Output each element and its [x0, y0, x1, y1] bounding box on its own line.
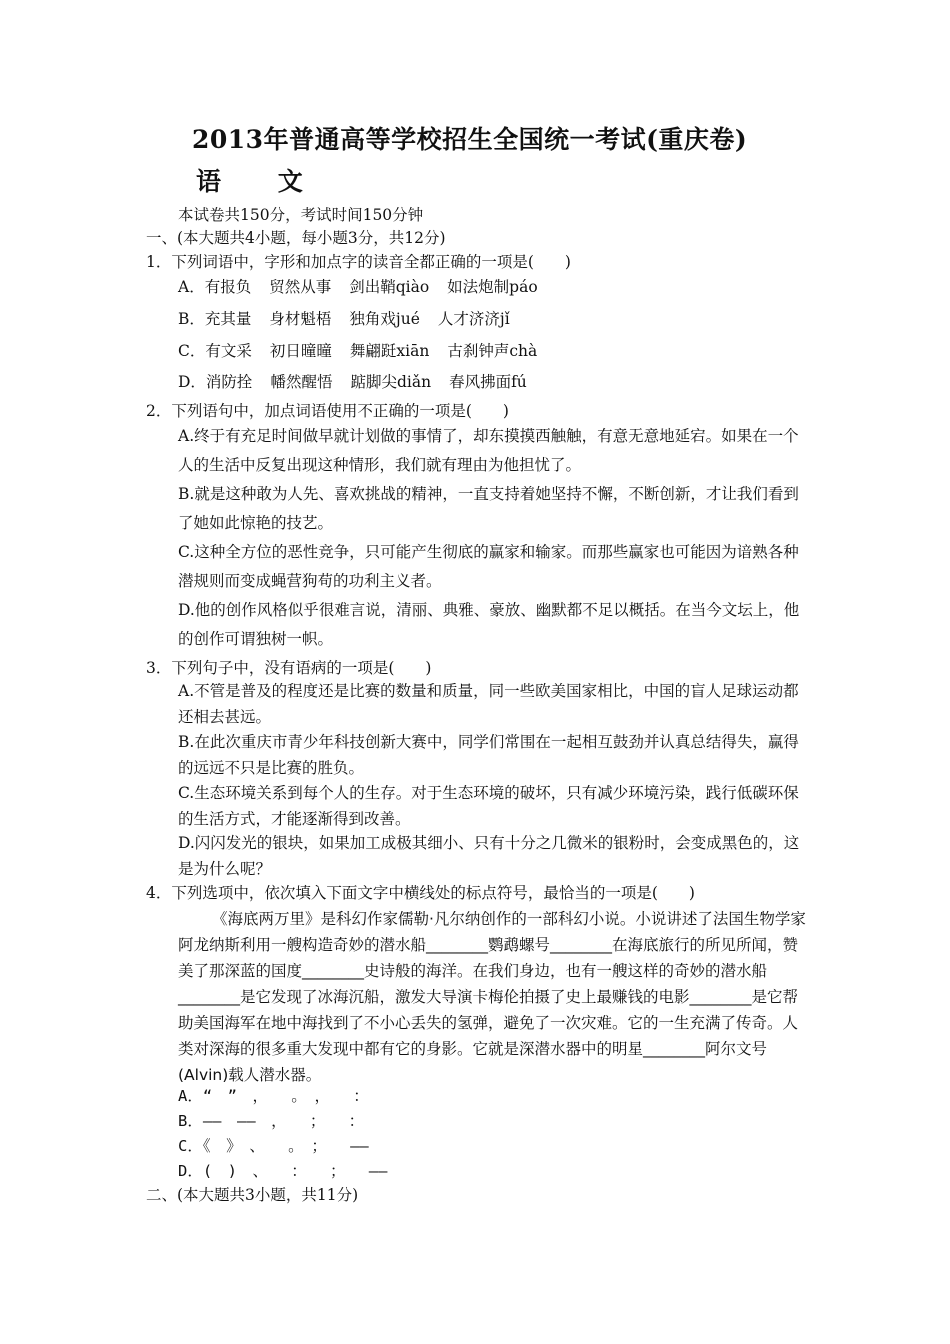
q4-option-b: B．—— —— ， ； ： [178, 1112, 365, 1130]
q2-option-a: A.终于有充足时间做早就计划做的事情了，却东摸摸西触触，有意无意地延宕。如果在一个人的生活中反复出现这种情形，我们就有理由为他担忧了。 [178, 427, 799, 474]
q3-option-c: C.生态环境关系到每个人的生存。对于生态环境的破坏，只有减少环境污染，践行低碳环保的生活方式，才能逐渐得到改善。 [178, 784, 799, 828]
q1-stem: 1．下列词语中，字形和加点字的读音全都正确的一项是( ) [146, 253, 571, 271]
q1-option-c: C．有文采 初日曈曈 舞翩跹xiān 古刹钟声chà [178, 342, 538, 360]
q4-option-c: C．《 》 、 。 ； —— [178, 1137, 369, 1155]
q3-option-d: D.闪闪发光的银块，如果加工成极其细小、只有十分之几微米的银粉时，会变成黑色的，这是为什么呢？ [178, 834, 800, 878]
q3-option-a: A.不管是普及的程度还是比赛的数量和质量，同一些欧美国家相比，中国的盲人足球运动都还相去甚远。 [178, 682, 799, 726]
q4-option-d: D．( ) 、 ： ； —— [178, 1162, 388, 1180]
q1-option-a: A．有报负 贸然从事 剑出鞘qiào 如法炮制páo [178, 278, 538, 296]
q1-option-b: B．充其量 身材魁梧 独角戏jué 人才济济jǐ [178, 310, 510, 328]
exam-note: 本试卷共150分，考试时间150分钟 [178, 206, 424, 224]
q4-stem: 4．下列选项中，依次填入下面文字中横线处的标点符号，最恰当的一项是( ) [146, 884, 695, 902]
q2-option-d: D.他的创作风格似乎很难言说，清丽、典雅、豪放、幽默都不足以概括。在当今文坛上，他的创作可谓独树一帜。 [178, 601, 800, 648]
exam-title: 2013年普通高等学校招生全国统一考试(重庆卷) [192, 125, 748, 154]
section1-heading: 一、(本大题共4小题，每小题3分，共12分) [146, 229, 446, 247]
q2-stem: 2．下列语句中，加点词语使用不正确的一项是( ) [146, 402, 509, 420]
section2-heading: 二、(本大题共3小题，共11分) [146, 1186, 359, 1204]
q2-option-c: C.这种全方位的恶性竞争，只可能产生彻底的赢家和输家。而那些赢家也可能因为谙熟各种潜规则而变成蝇营狗苟的功利主义者。 [178, 543, 799, 590]
subject-title: 语 文 [196, 167, 327, 196]
q3-stem: 3．下列句子中，没有语病的一项是( ) [146, 659, 432, 677]
q4-option-a: A．“ ” ， 。 ， ： [178, 1087, 369, 1105]
q4-passage: 《海底两万里》是科幻作家儒勒·凡尔纳创作的一部科幻小说。小说讲述了法国生物学家阿龙纳斯利用一艘构造奇妙的潜水船________鹦鹉螺号________在海底旅行的所见所闻，赞美了那深蓝的国度________史诗般的海洋。在我们身边，也有一艘这样的奇妙的潜水船________是它发现了冰海沉船，激发大导演卡梅伦拍摄了史上最赚钱的电影________是它帮助美国海军在地中海找到了不小心丢失的氢弹，避免了一次灾难。它的一生充满了传奇。人类对深海的很多重大发现中都有它的身影。它就是深潜水器中的明星________阿尔文号(Alvin)载人潜水器。 [178, 910, 806, 1084]
q3-option-b: B.在此次重庆市青少年科技创新大赛中，同学们常围在一起相互鼓劲并认真总结得失，赢得的远远不只是比赛的胜负。 [178, 733, 799, 777]
q2-option-b: B.就是这种敢为人先、喜欢挑战的精神，一直支持着她坚持不懈，不断创新，才让我们看到了她如此惊艳的技艺。 [178, 485, 799, 532]
q1-option-d: D．消防拴 幡然醒悟 踮脚尖diǎn 春风拂面fú [178, 373, 527, 391]
